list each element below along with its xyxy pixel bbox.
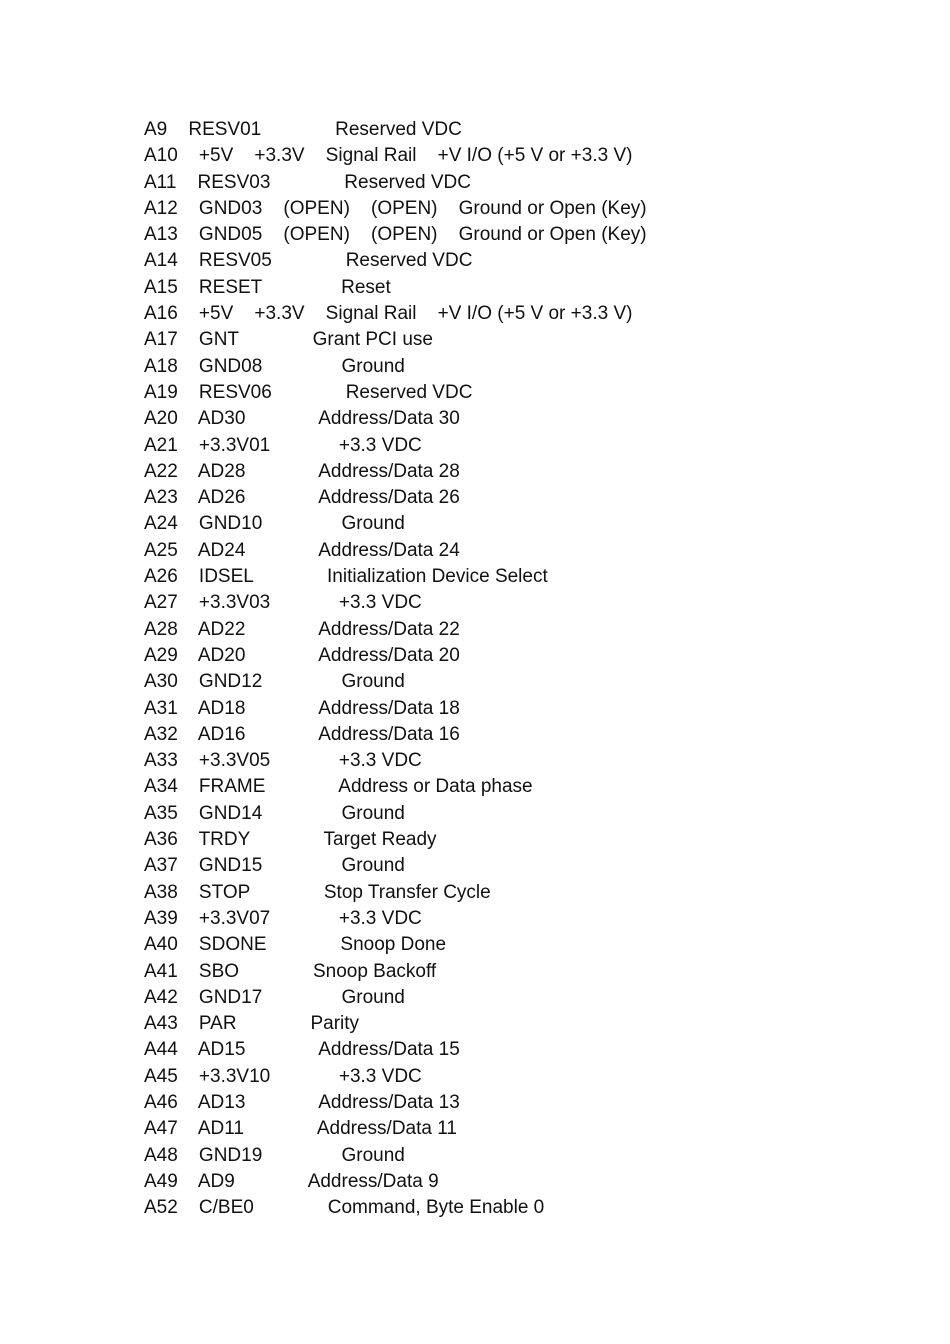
pin-row: A39 +3.3V07 +3.3 VDC — [144, 907, 422, 929]
pin-row: A11 RESV03 Reserved VDC — [144, 171, 471, 193]
pin-row: A14 RESV05 Reserved VDC — [144, 250, 473, 272]
pin-row: A12 GND03 (OPEN) (OPEN) Ground or Open (Key) — [144, 197, 647, 219]
pin-row: A15 RESET Reset — [144, 276, 391, 298]
pin-row: A52 C/BE0 Command, Byte Enable 0 — [144, 1197, 545, 1219]
pin-row: A31 AD18 Address/Data 18 — [144, 697, 460, 719]
pin-row: A10 +5V +3.3V Signal Rail +V I/O (+5 V or +3.3 V) — [144, 145, 633, 167]
pin-row: A49 AD9 Address/Data 9 — [144, 1170, 439, 1192]
pin-row: A22 AD28 Address/Data 28 — [144, 460, 460, 482]
pin-row: A25 AD24 Address/Data 24 — [144, 539, 460, 561]
pin-row: A45 +3.3V10 +3.3 VDC — [144, 1065, 422, 1087]
pin-list — [144, 117, 844, 1221]
pin-row: A41 SBO Snoop Backoff — [144, 960, 437, 982]
pin-row: A33 +3.3V05 +3.3 VDC — [144, 750, 422, 772]
pin-row: A36 TRDY Target Ready — [144, 829, 437, 851]
pin-row: A37 GND15 Ground — [144, 855, 405, 877]
pin-row: A44 AD15 Address/Data 15 — [144, 1039, 460, 1061]
pin-row: A30 GND12 Ground — [144, 671, 405, 693]
pin-row: A38 STOP Stop Transfer Cycle — [144, 881, 491, 903]
pin-row: A35 GND14 Ground — [144, 802, 405, 824]
pin-row: A27 +3.3V03 +3.3 VDC — [144, 592, 422, 614]
pin-row: A23 AD26 Address/Data 26 — [144, 487, 460, 509]
pin-row: A48 GND19 Ground — [144, 1144, 405, 1166]
pin-row: A34 FRAME Address or Data phase — [144, 776, 533, 798]
pin-row: A42 GND17 Ground — [144, 986, 405, 1008]
pin-row: A9 RESV01 Reserved VDC — [144, 119, 462, 140]
pin-row: A43 PAR Parity — [144, 1013, 360, 1035]
pin-row: A17 GNT Grant PCI use — [144, 329, 433, 351]
pin-row: A29 AD20 Address/Data 20 — [144, 644, 460, 666]
pin-row: A40 SDONE Snoop Done — [144, 934, 447, 956]
pin-row: A32 AD16 Address/Data 16 — [144, 723, 460, 745]
pin-row: A26 IDSEL Initialization Device Select — [144, 566, 548, 588]
pin-row: A24 GND10 Ground — [144, 513, 405, 535]
pin-row: A19 RESV06 Reserved VDC — [144, 381, 473, 403]
pin-row: A21 +3.3V01 +3.3 VDC — [144, 434, 422, 456]
pin-row: A28 AD22 Address/Data 22 — [144, 618, 460, 640]
pin-row: A47 AD11 Address/Data 11 — [144, 1118, 457, 1140]
pin-row: A18 GND08 Ground — [144, 355, 405, 377]
pin-row: A16 +5V +3.3V Signal Rail +V I/O (+5 V or +3.3 V) — [144, 303, 633, 325]
pin-row: A20 AD30 Address/Data 30 — [144, 408, 460, 430]
pin-row: A13 GND05 (OPEN) (OPEN) Ground or Open (Key) — [144, 224, 647, 246]
pin-row: A46 AD13 Address/Data 13 — [144, 1091, 460, 1113]
